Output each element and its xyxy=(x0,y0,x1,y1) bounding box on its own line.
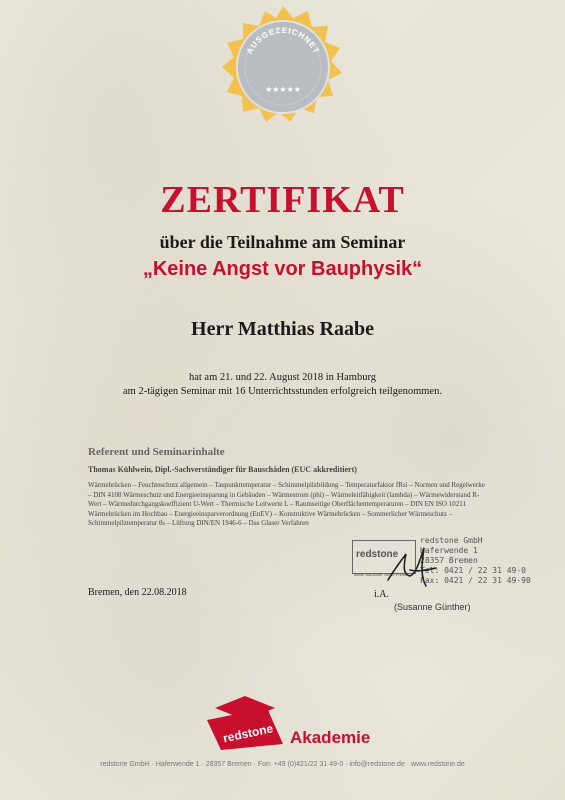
seal-text: AUSGEZEICHNET xyxy=(244,25,322,56)
attendance-line-1: hat am 21. und 22. August 2018 in Hamburg xyxy=(188,372,377,383)
certificate-title: ZERTIFIKAT xyxy=(160,179,405,221)
stamp-company: redstone GmbH xyxy=(420,536,483,545)
award-seal-icon xyxy=(218,4,348,134)
seminar-title: „Keine Angst vor Bauphysik“ xyxy=(142,258,423,280)
stamp-brand: redstone xyxy=(356,549,399,560)
referent-speaker: Thomas Kühlwein, Dipl.-Sachverständiger für Bauschäden (EUC akkreditiert) xyxy=(88,465,357,474)
stamp-city: 28357 Bremen xyxy=(420,556,478,565)
stamp-tel: Tel: 0421 / 22 31 49-0 xyxy=(420,566,526,575)
recipient-name: Herr Matthias Raabe xyxy=(191,318,374,340)
stamp-tagline: Beste Baustoffe. Beste Preise. xyxy=(354,572,409,577)
stamp-fax: Fax: 0421 / 22 31 49-90 xyxy=(420,576,531,585)
seminar-contents: Wärmebrücken – Feuchteschutz allgemein – Taupunkttemperatur – Schimmelpilzbildung – Temperaturfaktor fRsi – Normen und Regelwerke – DIN 4108 Wärmeschutz und Energieeinsparung in Gebäuden – Wärmestrom (phi) – Wärmeleitfähigkeit (lambda) – Wärmewiderstand R-Wert – Wärmedurchgangskoeffizient U-Wert – Thermische Leitwerte L – Raumseitige Oberflächentemperaturen – DIN EN ISO 10211 Wärmebrücken im Hochbau – Energieeinsparverordnung (EnEV) – Konstruktive Wärmebrücken – Sommerlicher Wärmeschutz – Schimmelpilztemperatur θs – Lüftung DIN/EN 1946-6 – Das Glaser Verfahren xyxy=(88,481,485,528)
place-date: Bremen, den 22.08.2018 xyxy=(88,587,187,598)
referent-heading: Referent und Seminarinhalte xyxy=(88,446,225,458)
logo-brand: redstone xyxy=(221,721,275,746)
ia-label: i.A. xyxy=(374,589,389,600)
signatory-name: (Susanne Günther) xyxy=(394,602,471,612)
stamp-street: Haferwende 1 xyxy=(420,546,478,555)
handwritten-signature-icon xyxy=(380,540,440,595)
academy-label: Akademie xyxy=(290,728,371,747)
seal-stars: ★★★★★ xyxy=(265,85,301,94)
attendance-line-2: am 2-tägigen Seminar mit 16 Unterrichtsstunden erfolgreich teilgenommen. xyxy=(123,386,442,397)
certificate-subtitle: über die Teilnahme am Seminar xyxy=(159,232,406,252)
footer-address: redstone GmbH · Haferwende 1 · 28357 Bremen · Fon: +49 (0)421/22 31 49-0 · info@redstone.de · www.redstone.de xyxy=(100,761,465,768)
